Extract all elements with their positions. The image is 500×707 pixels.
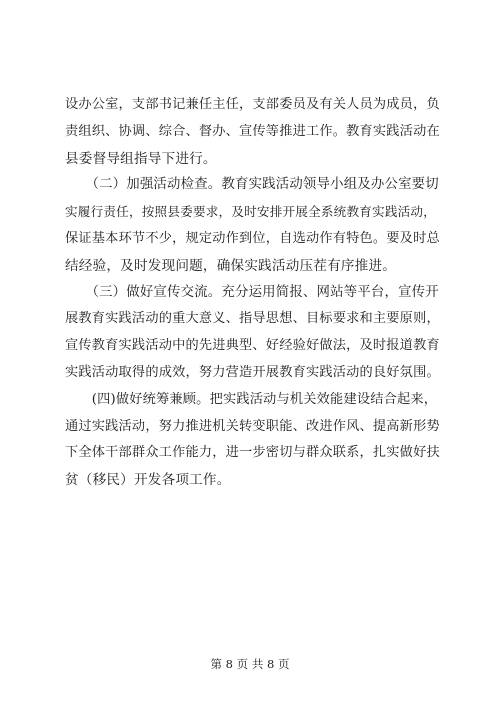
paragraph-office-setup [65, 92, 441, 172]
paragraph-overall-planning [65, 387, 441, 494]
text-line: 展教育实践活动的重大意义、指导思想、目标要求和主要原则， [65, 311, 440, 327]
text-line: (四)做好统筹兼顾。把实践活动与机关效能建设结合起来， [65, 391, 438, 407]
page-number-footer: 第 8 页 共 8 页 [210, 657, 290, 671]
text-line: 下全体干部群众工作能力，进一步密切与群众联系，扎实做好扶 [65, 445, 440, 461]
text-line: 实践活动取得的成效，努力营造开展教育实践活动的良好氛围。 [65, 364, 440, 380]
paragraph-activity-inspection [65, 172, 441, 279]
text-line: 结经验，及时发现问题，确保实践活动压茬有序推进。 [65, 257, 397, 274]
text-line: （二）加强活动检查。教育实践活动领导小组及办公室要切 [65, 177, 439, 193]
text-line: 保证基本环节不少，规定动作到位，自选动作有特色。要及时总 [65, 230, 440, 246]
text-line: 县委督导组指导下进行。 [65, 150, 217, 167]
text-line: 通过实践活动，努力推进机关转变职能、改进作风、提高新形势 [65, 418, 440, 434]
document-body [65, 92, 441, 494]
text-line: 设办公室，支部书记兼任主任，支部委员及有关人员为成员，负 [65, 97, 440, 112]
paragraph-publicity-exchange [65, 280, 441, 387]
text-line: 实履行责任，按照县委要求，及时安排开展全系统教育实践活动， [65, 204, 437, 220]
text-line: （三）做好宣传交流。充分运用简报、网站等平台，宣传开 [65, 284, 439, 300]
text-line: 宣传教育实践活动中的先进典型、好经验好做法，及时报道教育 [65, 338, 440, 354]
text-line: 贫（移民）开发各项工作。 [65, 472, 231, 489]
text-line: 责组织、协调、综合、督办、宣传等推进工作。教育实践活动在 [65, 123, 440, 139]
